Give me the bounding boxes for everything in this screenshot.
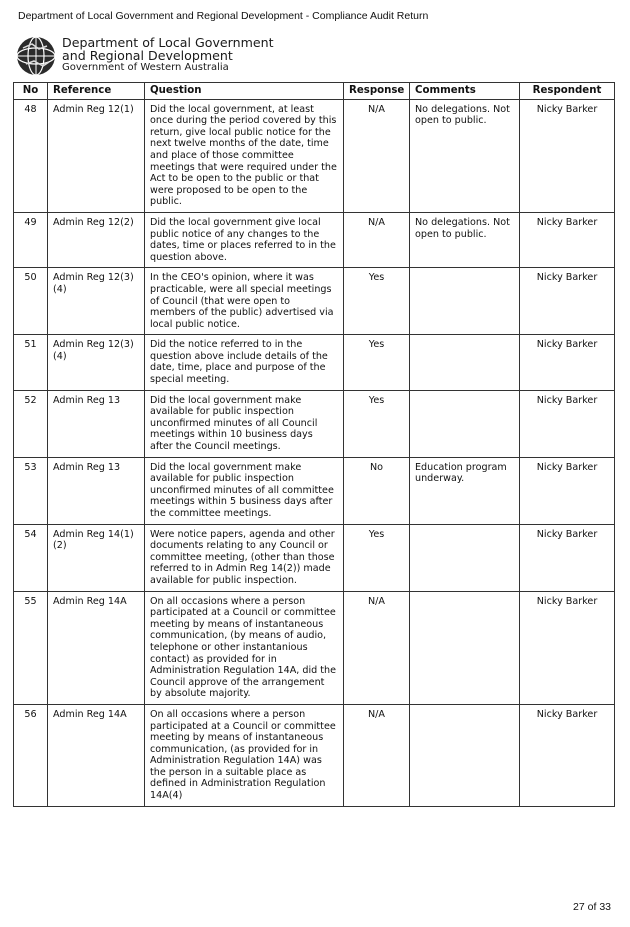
column-header-reference: Reference xyxy=(48,83,145,100)
row-question: Did the local government, at least once during the period covered by this return, give local public notice for the next twelve months of the date, time and place of those committee meetings that were required under the Act to be open to the public or that were proposed to be open to the public. xyxy=(145,99,344,212)
row-reference: Admin Reg 12(3) (4) xyxy=(48,335,145,390)
row-respondent: Nicky Barker xyxy=(520,457,615,524)
row-respondent: Nicky Barker xyxy=(520,212,615,267)
row-question: On all occasions where a person participated at a Council or committee meeting by means of instantaneous communication, (as provided for in Administration Regulation 14A) was the person in a suitable place as defined in Administration Regulation 14A(4) xyxy=(145,704,344,806)
row-response: Yes xyxy=(344,390,410,457)
row-response: Yes xyxy=(344,524,410,591)
row-reference: Admin Reg 13 xyxy=(48,457,145,524)
row-number: 50 xyxy=(14,268,48,335)
row-reference: Admin Reg 12(3) (4) xyxy=(48,268,145,335)
row-question: Were notice papers, agenda and other documents relating to any Council or committee meeting, (other than those referred to in Admin Reg 14(2)) made available for public inspection. xyxy=(145,524,344,591)
row-number: 56 xyxy=(14,704,48,806)
row-reference: Admin Reg 12(1) xyxy=(48,99,145,212)
row-comments: Education program underway. xyxy=(410,457,520,524)
row-number: 49 xyxy=(14,212,48,267)
column-header-respondent: Respondent xyxy=(520,83,615,100)
row-number: 54 xyxy=(14,524,48,591)
table-row xyxy=(14,99,615,212)
table-row xyxy=(14,457,615,524)
row-comments xyxy=(410,591,520,704)
row-comments xyxy=(410,335,520,390)
row-comments: No delegations. Not open to public. xyxy=(410,212,520,267)
row-number: 53 xyxy=(14,457,48,524)
row-question: Did the local government make available for public inspection unconfirmed minutes of all Council meetings within 10 business days after the Council meetings. xyxy=(145,390,344,457)
row-response: No xyxy=(344,457,410,524)
row-reference: Admin Reg 13 xyxy=(48,390,145,457)
row-response: N/A xyxy=(344,99,410,212)
row-respondent: Nicky Barker xyxy=(520,335,615,390)
table-row xyxy=(14,212,615,267)
row-question: In the CEO's opinion, where it was practicable, were all special meetings of Council (that were open to members of the public) advertised via local public notice. xyxy=(145,268,344,335)
row-response: Yes xyxy=(344,335,410,390)
row-comments xyxy=(410,390,520,457)
row-response: N/A xyxy=(344,591,410,704)
row-comments xyxy=(410,524,520,591)
row-response: N/A xyxy=(344,212,410,267)
compliance-audit-table xyxy=(13,82,615,807)
row-number: 55 xyxy=(14,591,48,704)
row-reference: Admin Reg 14A xyxy=(48,704,145,806)
row-reference: Admin Reg 14(1) (2) xyxy=(48,524,145,591)
row-comments xyxy=(410,704,520,806)
row-number: 51 xyxy=(14,335,48,390)
row-comments xyxy=(410,268,520,335)
logo-title-line1: Department of Local Government xyxy=(62,35,274,50)
page-number: 27 of 33 xyxy=(573,901,611,913)
row-number: 48 xyxy=(14,99,48,212)
column-header-question: Question xyxy=(145,83,344,100)
column-header-comments: Comments xyxy=(410,83,520,100)
row-question: Did the local government give local public notice of any changes to the dates, time or places referred to in the question above. xyxy=(145,212,344,267)
row-response: N/A xyxy=(344,704,410,806)
table-header-row xyxy=(14,83,615,100)
department-logo xyxy=(14,34,314,82)
row-reference: Admin Reg 12(2) xyxy=(48,212,145,267)
column-header-response: Response xyxy=(344,83,410,100)
row-respondent: Nicky Barker xyxy=(520,704,615,806)
row-number: 52 xyxy=(14,390,48,457)
table-row xyxy=(14,335,615,390)
row-question: Did the notice referred to in the question above include details of the date, time, place and purpose of the special meeting. xyxy=(145,335,344,390)
table-row xyxy=(14,268,615,335)
running-header: Department of Local Government and Regional Development - Compliance Audit Return xyxy=(18,10,429,22)
table-row xyxy=(14,524,615,591)
row-respondent: Nicky Barker xyxy=(520,524,615,591)
table-row xyxy=(14,704,615,806)
row-reference: Admin Reg 14A xyxy=(48,591,145,704)
row-respondent: Nicky Barker xyxy=(520,591,615,704)
table-row xyxy=(14,390,615,457)
row-question: On all occasions where a person participated at a Council or committee meeting by means of instantaneous communication, (by means of audio, telephone or other instantanious contact) as provided for in Administration Regulation 14A, did the Council approve of the arrangement by absolute majority. xyxy=(145,591,344,704)
logo-title-line2: and Regional Development xyxy=(62,48,233,63)
table-row xyxy=(14,591,615,704)
row-respondent: Nicky Barker xyxy=(520,268,615,335)
row-comments: No delegations. Not open to public. xyxy=(410,99,520,212)
row-question: Did the local government make available for public inspection unconfirmed minutes of all committee meetings within 5 business days after the committee meetings. xyxy=(145,457,344,524)
row-respondent: Nicky Barker xyxy=(520,390,615,457)
row-response: Yes xyxy=(344,268,410,335)
column-header-no: No xyxy=(14,83,48,100)
logo-subtitle: Government of Western Australia xyxy=(62,62,229,73)
globe-crest-icon xyxy=(14,34,58,78)
row-respondent: Nicky Barker xyxy=(520,99,615,212)
